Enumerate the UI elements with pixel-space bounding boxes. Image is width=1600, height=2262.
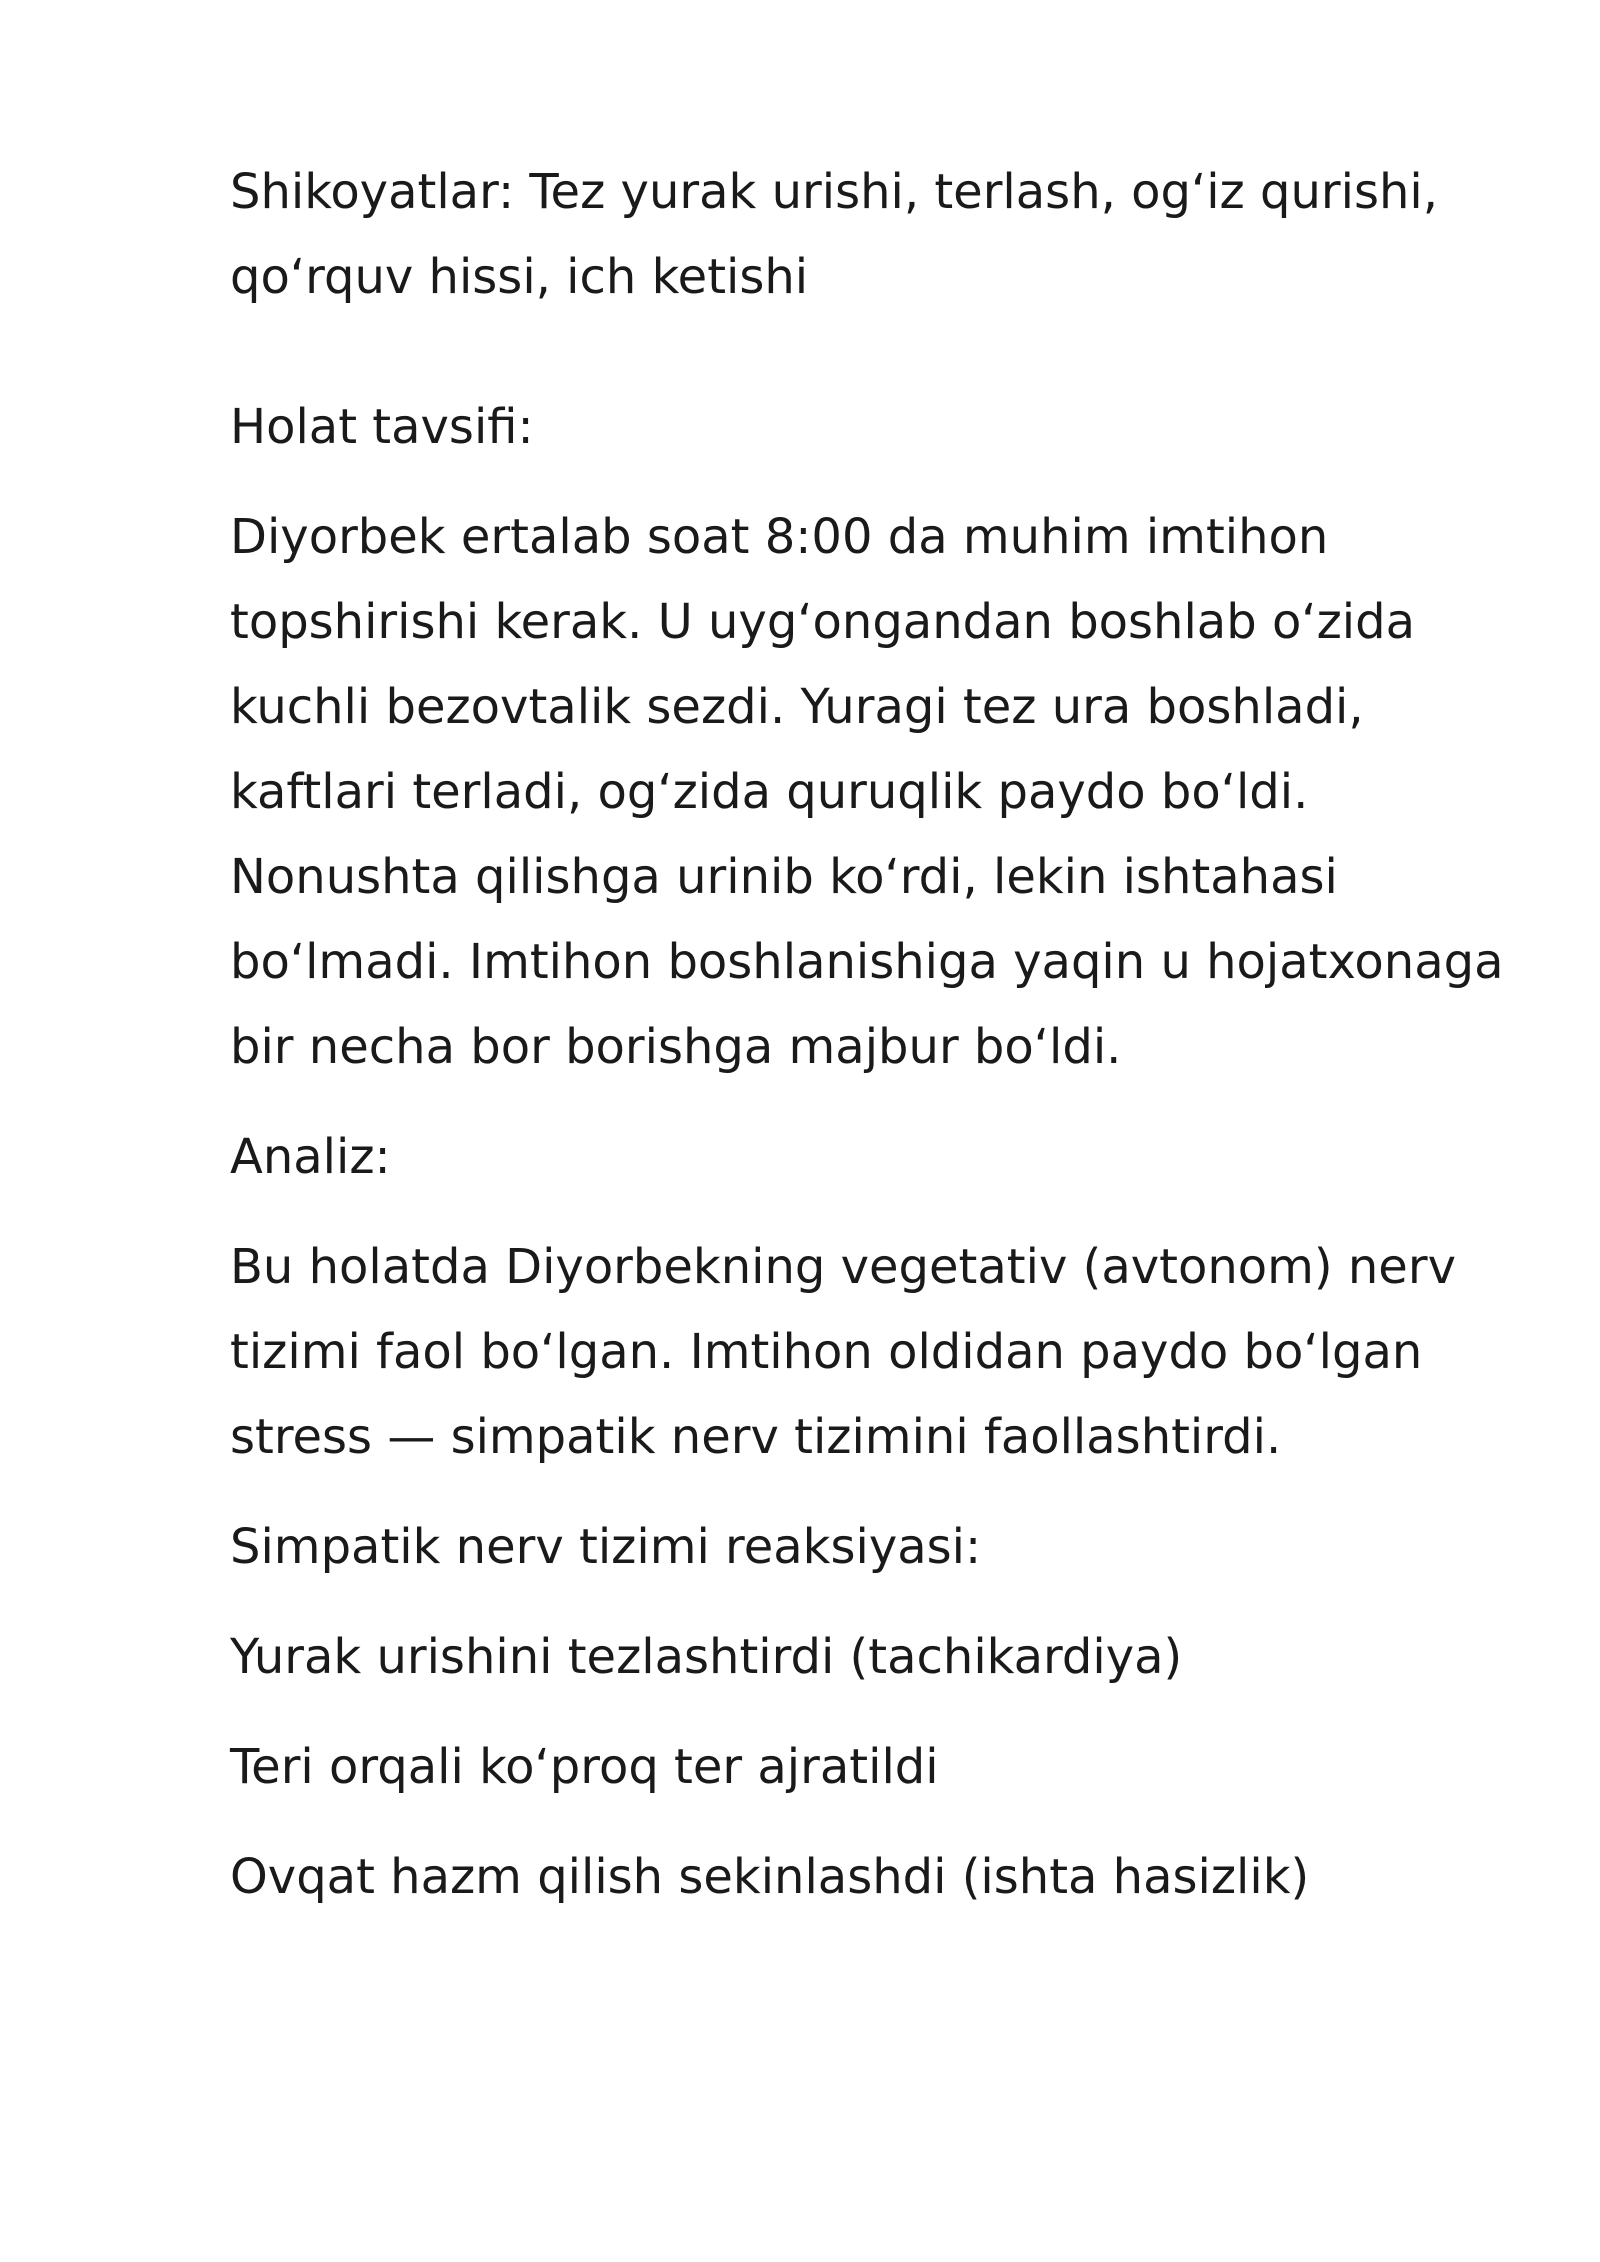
complaints-line: Shikoyatlar: Tez yurak urishi, terlash, og‘iz qurishi, qo‘rquv hissi, ich ketishi	[230, 164, 1438, 305]
analysis-paragraph: Bu holatda Diyorbekning vegetativ (avtonom) nerv tizimi faol bo‘lgan. Imtihon oldidan paydo bo‘lgan stress — simpatik nerv tizimini faollashtirdi.	[230, 1239, 1456, 1465]
reaction-item: Ovqat hazm qilish sekinlashdi (ishta hasizlik)	[230, 1849, 1310, 1905]
case-heading: Holat tavsifi:	[230, 399, 534, 455]
document-page	[230, 150, 1530, 1920]
case-description: Diyorbek ertalab soat 8:00 da muhim imtihon topshirishi kerak. U uyg‘ongandan boshlab o‘zida kuchli bezovtalik sezdi. Yuragi tez ura boshladi, kaftlari terladi, og‘zida quruqlik paydo bo‘ldi. Nonushta qilishga urinib ko‘rdi, lekin ishtahasi bo‘lmadi. Imtihon boshlanishiga yaqin u hojatxonaga bir necha bor borishga majbur bo‘ldi.	[230, 509, 1504, 1075]
reaction-item: Teri orqali ko‘proq ter ajratildi	[230, 1739, 939, 1795]
analysis-heading: Analiz:	[230, 1129, 391, 1185]
reaction-heading: Simpatik nerv tizimi reaksiyasi:	[230, 1519, 982, 1575]
reaction-item: Yurak urishini tezlashtirdi (tachikardiya)	[230, 1629, 1183, 1685]
